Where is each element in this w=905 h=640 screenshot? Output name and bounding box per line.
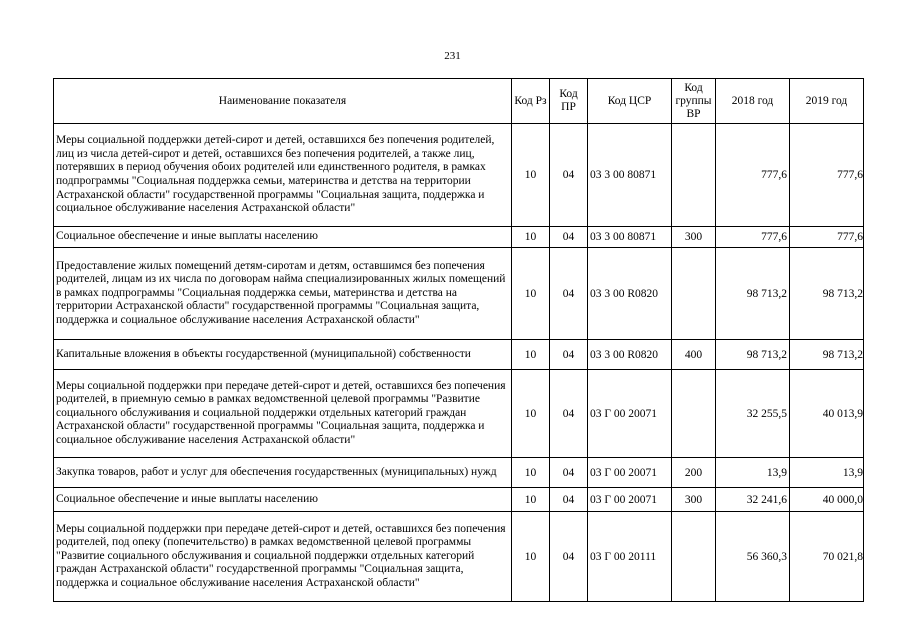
row-csr: 03 3 00 80871 xyxy=(588,227,672,248)
row-csr: 03 3 00 80871 xyxy=(588,124,672,227)
table-row xyxy=(54,124,864,227)
row-vr: 300 xyxy=(672,488,716,512)
row-csr: 03 3 00 R0820 xyxy=(588,248,672,340)
row-name: Закупка товаров, работ и услуг для обеспечения государственных (муниципальных) нужд xyxy=(54,458,512,488)
row-vr: 400 xyxy=(672,340,716,370)
row-pr: 04 xyxy=(550,458,588,488)
row-pr: 04 xyxy=(550,248,588,340)
row-pr: 04 xyxy=(550,227,588,248)
row-vr xyxy=(672,370,716,458)
row-name: Меры социальной поддержки при передаче детей-сирот и детей, оставшихся без попечения родителей, под опеку (попечительство) в рамках ведомственной целевой программы "Развитие социального обслуживания и социальной поддержки отдельных категорий граждан Астраханской области" государственной программы "Социальная защита, поддержка и социальное обслуживание населения Астраханской области" xyxy=(54,512,512,602)
row-rz: 10 xyxy=(512,512,550,602)
row-2019: 777,6 xyxy=(790,124,864,227)
row-vr xyxy=(672,512,716,602)
header-2018: 2018 год xyxy=(716,79,790,124)
table-row xyxy=(54,248,864,340)
table-row xyxy=(54,488,864,512)
row-pr: 04 xyxy=(550,488,588,512)
row-name: Предоставление жилых помещений детям-сиротам и детям, оставшимся без попечения родителей, лицам из их числа по договорам найма специализированных жилых помещений в рамках подпрограммы "Социальная поддержка семьи, материнства и детства на территории Астраханской области" государственной программы "Социальная защита, поддержка и социальное обслуживание населения Астраханской области" xyxy=(54,248,512,340)
row-rz: 10 xyxy=(512,340,550,370)
row-2018: 56 360,3 xyxy=(716,512,790,602)
row-2018: 32 241,6 xyxy=(716,488,790,512)
table-row xyxy=(54,340,864,370)
row-vr: 300 xyxy=(672,227,716,248)
row-2018: 98 713,2 xyxy=(716,248,790,340)
row-name: Меры социальной поддержки детей-сирот и детей, оставшихся без попечения родителей, лиц из числа детей-сирот и детей, оставшихся без попечения родителей, а также лиц, потерявших в период обучения обоих родителей или единственного родителя, в рамках подпрограммы "Социальная поддержка семьи, материнства и детства на территории Астраханской области" государственной программы "Социальная защита, поддержка и социальное обслуживание населения Астраханской области" xyxy=(54,124,512,227)
table-row xyxy=(54,458,864,488)
row-2019: 98 713,2 xyxy=(790,248,864,340)
row-csr: 03 Г 00 20111 xyxy=(588,512,672,602)
header-2019: 2019 год xyxy=(790,79,864,124)
row-csr: 03 Г 00 20071 xyxy=(588,458,672,488)
row-2019: 13,9 xyxy=(790,458,864,488)
row-rz: 10 xyxy=(512,248,550,340)
row-2019: 40 000,0 xyxy=(790,488,864,512)
row-rz: 10 xyxy=(512,488,550,512)
row-name: Социальное обеспечение и иные выплаты населению xyxy=(54,488,512,512)
table-row xyxy=(54,370,864,458)
header-vr: Код группы ВР xyxy=(672,79,716,124)
row-2018: 98 713,2 xyxy=(716,340,790,370)
row-vr: 200 xyxy=(672,458,716,488)
row-vr xyxy=(672,248,716,340)
row-csr: 03 Г 00 20071 xyxy=(588,488,672,512)
row-2019: 40 013,9 xyxy=(790,370,864,458)
row-csr: 03 Г 00 20071 xyxy=(588,370,672,458)
row-2018: 777,6 xyxy=(716,124,790,227)
row-name: Меры социальной поддержки при передаче детей-сирот и детей, оставшихся без попечения родителей, в приемную семью в рамках ведомственной целевой программы "Развитие социального обслуживания и социальной поддержки отдельных категорий граждан Астраханской области" государственной программы "Социальная защита, поддержка и социальное обслуживание населения Астраханской области" xyxy=(54,370,512,458)
header-csr: Код ЦСР xyxy=(588,79,672,124)
row-rz: 10 xyxy=(512,124,550,227)
row-rz: 10 xyxy=(512,370,550,458)
row-rz: 10 xyxy=(512,227,550,248)
table-row xyxy=(54,512,864,602)
table-row xyxy=(54,227,864,248)
row-2019: 98 713,2 xyxy=(790,340,864,370)
budget-table xyxy=(53,78,864,602)
row-name: Социальное обеспечение и иные выплаты населению xyxy=(54,227,512,248)
row-csr: 03 3 00 R0820 xyxy=(588,340,672,370)
row-pr: 04 xyxy=(550,370,588,458)
row-rz: 10 xyxy=(512,458,550,488)
row-2018: 32 255,5 xyxy=(716,370,790,458)
row-2018: 13,9 xyxy=(716,458,790,488)
row-pr: 04 xyxy=(550,340,588,370)
row-2018: 777,6 xyxy=(716,227,790,248)
row-2019: 777,6 xyxy=(790,227,864,248)
page-number: 231 xyxy=(444,50,461,62)
header-pr: Код ПР xyxy=(550,79,588,124)
header-name: Наименование показателя xyxy=(54,79,512,124)
row-name: Капитальные вложения в объекты государственной (муниципальной) собственности xyxy=(54,340,512,370)
header-rz: Код Рз xyxy=(512,79,550,124)
row-pr: 04 xyxy=(550,124,588,227)
row-vr xyxy=(672,124,716,227)
row-2019: 70 021,8 xyxy=(790,512,864,602)
header-row xyxy=(54,79,864,124)
row-pr: 04 xyxy=(550,512,588,602)
